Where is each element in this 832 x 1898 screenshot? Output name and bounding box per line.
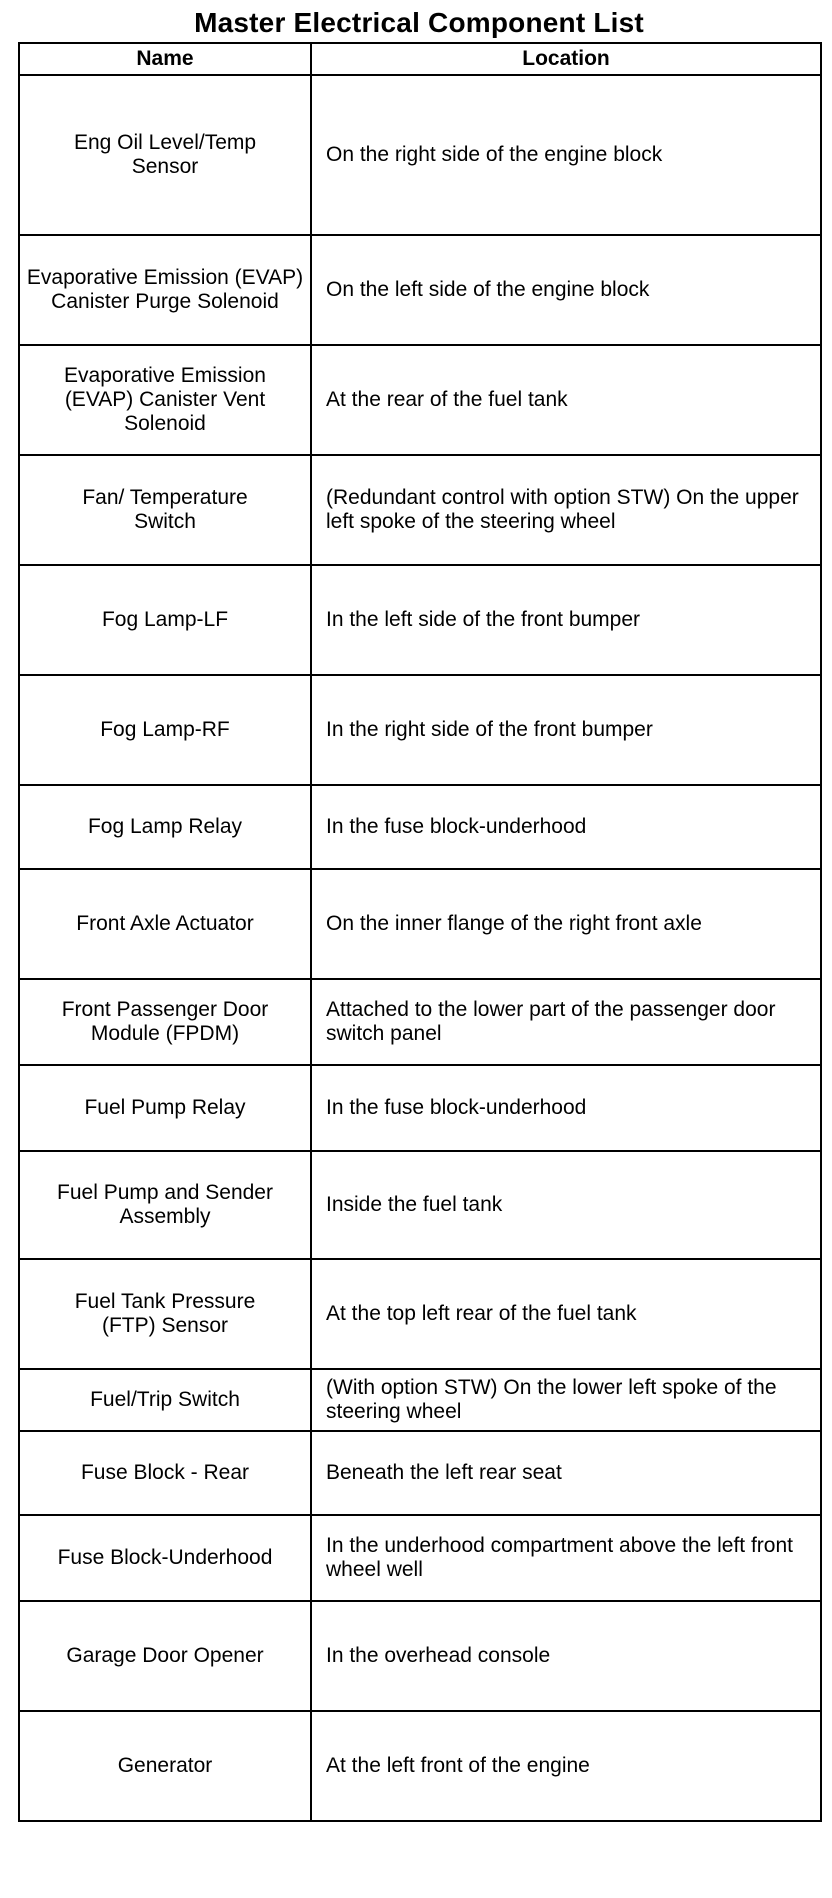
component-location: Attached to the lower part of the passenger door switch panel (311, 979, 821, 1065)
component-location: In the overhead console (311, 1601, 821, 1711)
table-row (19, 1515, 821, 1601)
table-row (19, 1151, 821, 1259)
component-name: Fuel Pump Relay (19, 1065, 311, 1151)
component-location: In the right side of the front bumper (311, 675, 821, 785)
component-name: Fan/ Temperature Switch (19, 455, 311, 565)
component-location: In the fuse block-underhood (311, 785, 821, 869)
component-name: Evaporative Emission (EVAP) Canister Vent Solenoid (19, 345, 311, 455)
component-location: In the underhood compartment above the left front wheel well (311, 1515, 821, 1601)
component-name: Fog Lamp-RF (19, 675, 311, 785)
component-name: Fuel Tank Pressure (FTP) Sensor (19, 1259, 311, 1369)
component-location: On the right side of the engine block (311, 75, 821, 235)
component-location: Inside the fuel tank (311, 1151, 821, 1259)
table-row (19, 979, 821, 1065)
component-name: Garage Door Opener (19, 1601, 311, 1711)
table-row (19, 1711, 821, 1821)
component-location: At the left front of the engine (311, 1711, 821, 1821)
component-location: Beneath the left rear seat (311, 1431, 821, 1515)
header-row (19, 43, 821, 75)
table-row (19, 785, 821, 869)
component-name: Fuel Pump and Sender Assembly (19, 1151, 311, 1259)
component-name: Front Axle Actuator (19, 869, 311, 979)
table-row (19, 869, 821, 979)
component-table (18, 42, 822, 1822)
component-location: (Redundant control with option STW) On the upper left spoke of the steering wheel (311, 455, 821, 565)
component-location: In the fuse block-underhood (311, 1065, 821, 1151)
table-row (19, 1601, 821, 1711)
component-location: In the left side of the front bumper (311, 565, 821, 675)
table-row (19, 75, 821, 235)
table-row (19, 1259, 821, 1369)
component-name: Fog Lamp Relay (19, 785, 311, 869)
table-row (19, 1065, 821, 1151)
component-name: Eng Oil Level/Temp Sensor (19, 75, 311, 235)
component-name: Front Passenger Door Module (FPDM) (19, 979, 311, 1065)
table-row (19, 235, 821, 345)
component-location: On the inner flange of the right front axle (311, 869, 821, 979)
table-row (19, 565, 821, 675)
component-location: On the left side of the engine block (311, 235, 821, 345)
component-name: Fuse Block - Rear (19, 1431, 311, 1515)
component-location: At the top left rear of the fuel tank (311, 1259, 821, 1369)
table-row (19, 675, 821, 785)
component-name: Fuel/Trip Switch (19, 1369, 311, 1431)
component-name: Evaporative Emission (EVAP) Canister Purge Solenoid (19, 235, 311, 345)
component-name: Fuse Block-Underhood (19, 1515, 311, 1601)
component-name: Fog Lamp-LF (19, 565, 311, 675)
component-location: At the rear of the fuel tank (311, 345, 821, 455)
page-title: Master Electrical Component List (194, 7, 644, 38)
table-row (19, 345, 821, 455)
component-name: Generator (19, 1711, 311, 1821)
component-location: (With option STW) On the lower left spoke of the steering wheel (311, 1369, 821, 1431)
name-column-header: Name (19, 43, 311, 75)
table-row (19, 1369, 821, 1431)
table-row (19, 1431, 821, 1515)
table-row (19, 455, 821, 565)
location-column-header: Location (311, 43, 821, 75)
